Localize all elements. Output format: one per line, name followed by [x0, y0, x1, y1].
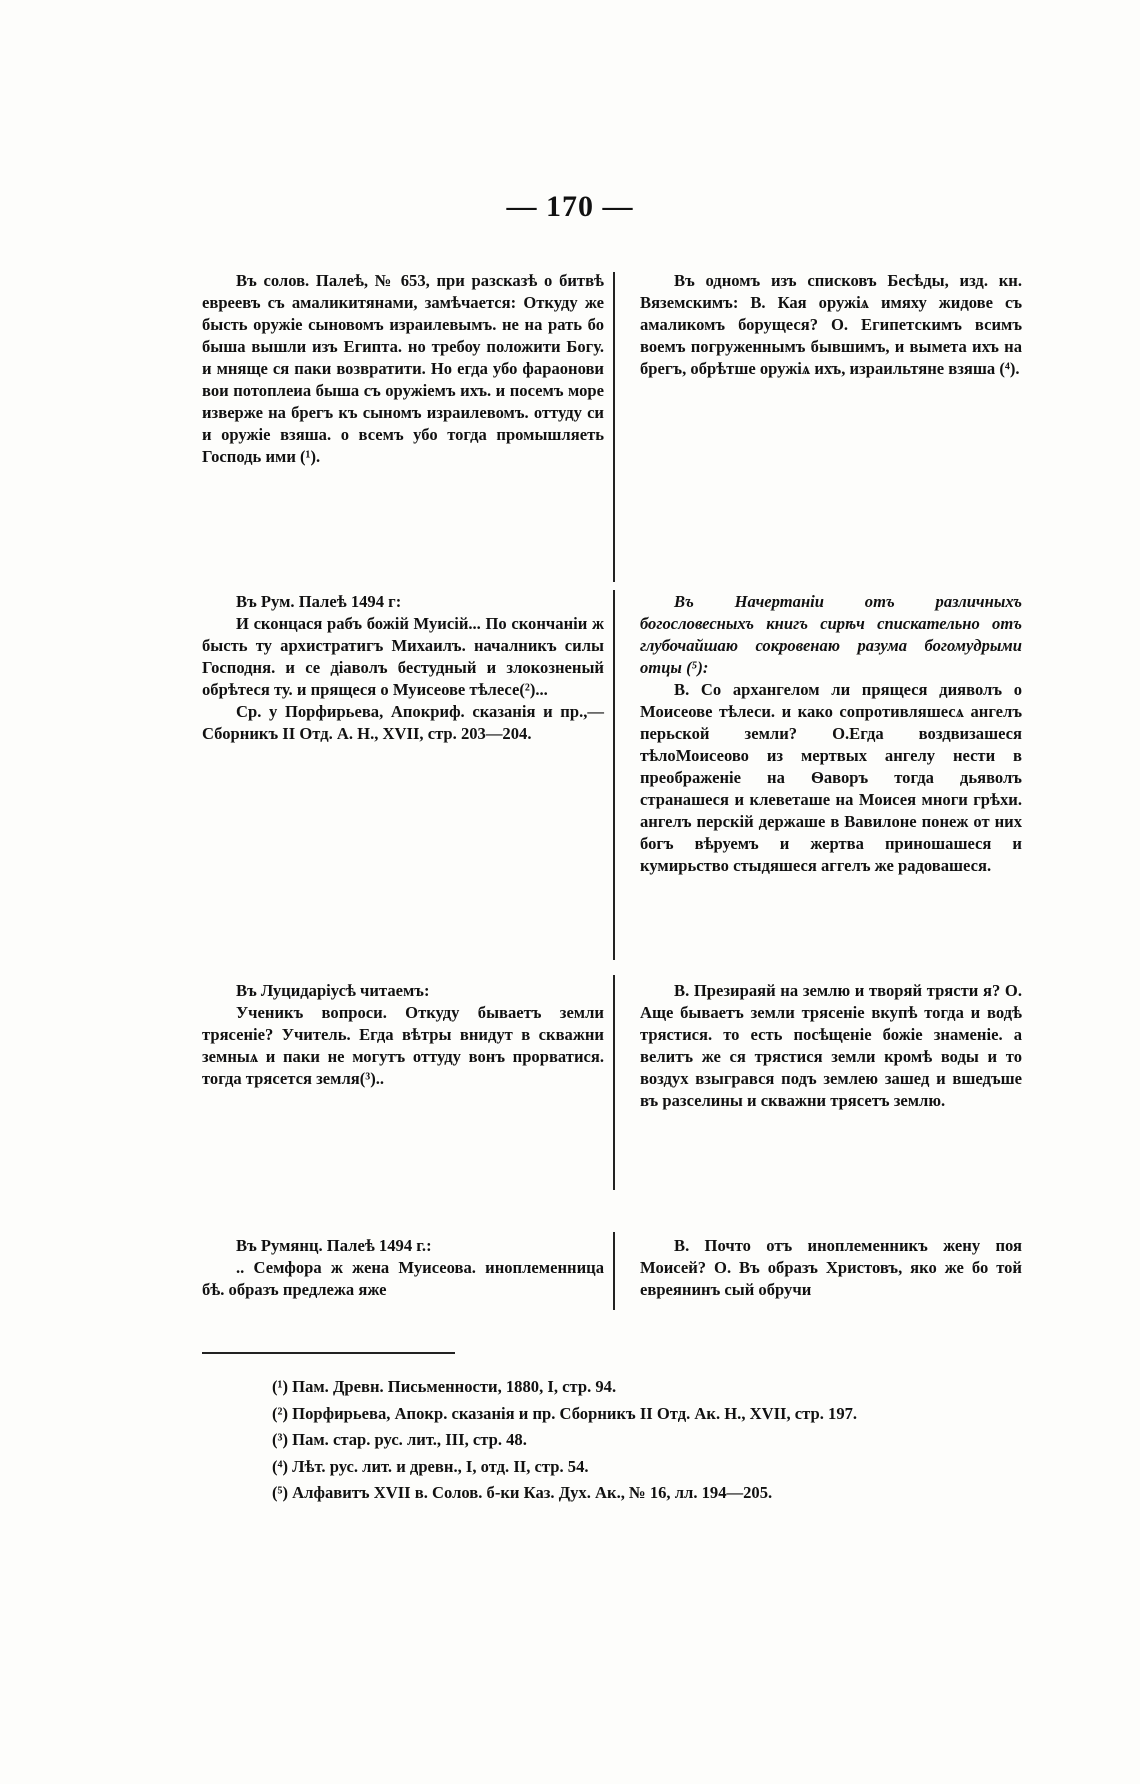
column-divider: [613, 590, 615, 960]
right-entry-2-quote: В. Со архангелом ли прящеся дияволъ о Моисеове тѣлеси. и како сопротивляшесѧ ангелъ перьской земли? О.Егда воздвизашеся тѣлоМоисеово из мертвых ангелу нести в преображеніе на Ѳаворъ тогда дьяволъ странашеся и клеветаше на Моисея многи грѣхи. ангелъ перскій держаше в Вавилоне понеж от них богъ вѣруемъ и жертва приношашеся и кумирьство стыдяшеся аггелъ же радовашеся.: [640, 680, 1022, 875]
column-divider: [613, 272, 615, 582]
right-entry-3-quote: В. Презираяй на землю и творяй трясти я? О. Аще бываетъ земли трясеніе вкупѣ тогда и водѣ трястися. то есть посѣщеніе божіе знаменіе. а велитъ же ся трястися земли кромѣ воды и то воздух взыгрався подъ землею зашед и вшедъше въ разселины и скважни трясетъ землю.: [640, 981, 1022, 1110]
left-entry-1-text: Въ солов. Палеѣ, № 653, при разсказѣ о битвѣ евреевъ съ амаликитянами, замѣчается: Откуду же бысть оружіе сыновомъ израилевымъ. не на рать бо быша вышли изъ Египта. но требоу положити Богу. и мняще ся паки возвратити. Но егда убо фараонови вои потоплеиа быша съ оружіемъ ихъ. и посемъ море изверже на брегъ къ сыномъ израилевомъ. оттуду си и оружіе взяша. о всемъ убо тогда промышляеть Господь ими (¹).: [202, 271, 604, 466]
left-entry-2-quote: И сконцася рабъ божій Муисій... По скончаніи ж бысть ту архистратигъ Михаилъ. началникъ силы Господня. и се діаволъ бестудный и злокозненый обрѣтеся ту. и прящеся о Муисеове тѣлесе(²)...: [202, 614, 604, 699]
left-entry-3-heading: Въ Луцидаріусѣ читаемъ:: [236, 981, 430, 1000]
right-entry-2: [640, 591, 1022, 877]
footnote-5: (⁵) Алфавитъ XVII в. Солов. б-ки Каз. Дух. Ак., № 16, лл. 194—205.: [272, 1483, 773, 1502]
page-number: — 170 —: [506, 190, 634, 223]
right-entry-2-heading: Въ Начертаніи отъ различныхъ богословесныхъ книгъ сирѣч спискательно отъ глубочайшаю сокровенаю разума богомудрыми отцы (⁵):: [640, 592, 1022, 677]
right-entry-1-text: Въ одномъ изъ списковъ Бесѣды, изд. кн. Вяземскимъ: В. Кая оружіѧ имяху жидове съ амаликомъ борущеся? О. Египетскимъ всимъ воемъ погруженнымъ бывшимъ, и вымета ихъ на брегъ, обрѣтше оружіѧ ихъ, израильтяне взяша (⁴).: [640, 271, 1022, 378]
footnote-4: (⁴) Лѣт. рус. лит. и древн., I, отд. II, стр. 54.: [272, 1456, 589, 1476]
right-entry-3: [640, 980, 1022, 1112]
right-entry-1: [640, 270, 1022, 380]
footnote-2: (²) Порфирьева, Апокр. сказанія и пр. Сборникъ II Отд. Ак. Н., XVII, стр. 197.: [272, 1403, 858, 1423]
footnote-3: (³) Пам. стар. рус. лит., III, стр. 48.: [272, 1430, 527, 1449]
left-entry-1: [202, 270, 604, 468]
left-entry-2-reference: Ср. у Порфирьева, Апокриф. сказанія и пр.,—Сборникъ II Отд. А. Н., XVII, стр. 203—204.: [202, 702, 604, 743]
left-entry-3: [202, 980, 604, 1090]
column-divider: [613, 1232, 615, 1310]
left-entry-2: [202, 591, 604, 745]
left-entry-4-heading: Въ Румянц. Палеѣ 1494 г.:: [236, 1236, 432, 1255]
column-divider: [613, 975, 615, 1190]
left-entry-4: [202, 1235, 604, 1301]
footnote-1: (¹) Пам. Древн. Письменности, 1880, I, стр. 94.: [272, 1377, 617, 1396]
left-entry-4-quote: .. Семфора ж жена Муисеова. иноплеменница бѣ. образъ предлежа яже: [202, 1258, 604, 1299]
left-entry-3-quote: Ученикъ вопроси. Откуду бываетъ земли трясеніе? Учитель. Егда вѣтры внидут в скважни земныѧ и паки не могутъ оттуду вонъ прорватися. тогда трясется земля(³)..: [202, 1003, 604, 1088]
left-entry-2-heading: Въ Рум. Палеѣ 1494 г:: [236, 592, 402, 611]
footnote-rule: [202, 1352, 455, 1354]
right-entry-4-quote: В. Почто отъ иноплеменникъ жену поя Моисей? О. Въ образъ Христовъ, яко же бо той евреянинъ сый обручи: [640, 1236, 1022, 1299]
right-entry-4: [640, 1235, 1022, 1301]
footnotes: [202, 1375, 1022, 1508]
